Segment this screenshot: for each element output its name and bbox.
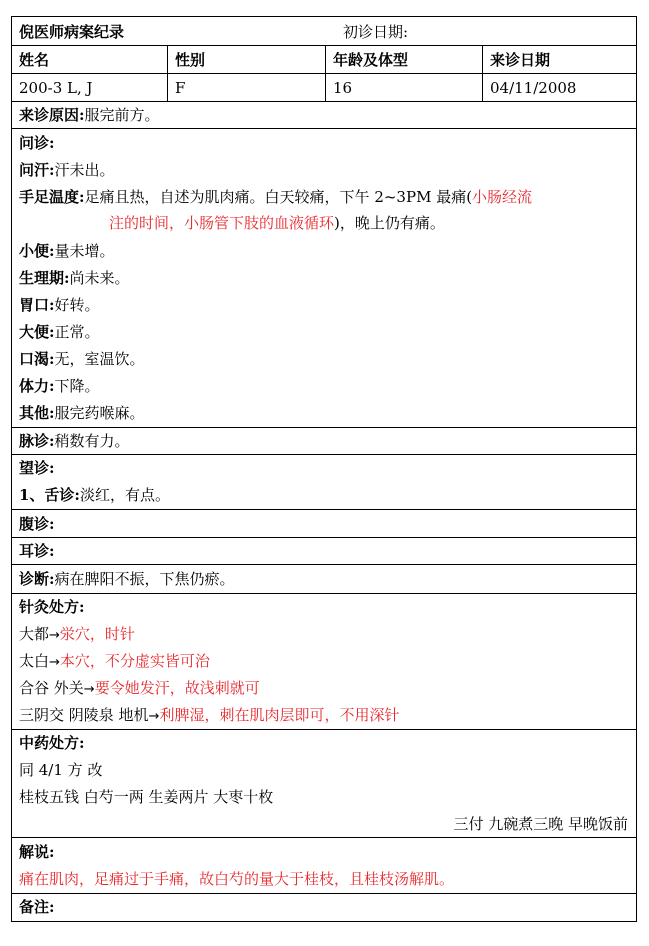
temperature-label: 手足温度: bbox=[19, 188, 85, 206]
energy-item bbox=[19, 376, 100, 396]
row-divider bbox=[12, 454, 636, 455]
patient-age: 16 bbox=[333, 79, 353, 97]
hand-foot-temperature bbox=[19, 187, 532, 207]
inquiry-label: 问诊: bbox=[19, 134, 55, 152]
thirst-value: 无，室温饮。 bbox=[54, 350, 145, 368]
temperature-text-2: )，晚上仍有痛。 bbox=[334, 214, 445, 232]
other-label: 其他: bbox=[19, 404, 55, 422]
tongue-label: 1、舌诊: bbox=[19, 486, 80, 504]
acupoints: 三阴交 阴陵泉 地机 bbox=[19, 706, 149, 724]
other-item bbox=[19, 403, 145, 423]
pulse-label: 脉诊: bbox=[19, 432, 55, 450]
acupuncture-label: 针灸处方: bbox=[19, 598, 85, 616]
urine-item bbox=[19, 241, 115, 261]
explanation-text: 痛在肌肉，足痛过于手痛，故白芍的量大于桂枝，且桂枝汤解肌。 bbox=[19, 870, 455, 888]
energy-value: 下降。 bbox=[54, 377, 100, 395]
acupuncture-item bbox=[19, 705, 399, 727]
row-divider bbox=[12, 128, 636, 129]
row-divider bbox=[12, 893, 636, 894]
menses-label: 生理期: bbox=[19, 269, 70, 287]
temperature-text-1: 足痛且热，自述为肌肉痛。白天较痛，下午 2~3PM 最痛( bbox=[84, 188, 473, 206]
row-divider bbox=[12, 837, 636, 838]
herbal-base-formula: 同 4/1 方 改 bbox=[19, 761, 103, 779]
acupoint-note: 本穴，不分虚实皆可治 bbox=[59, 652, 210, 670]
diagnosis-value: 病在脾阳不振，下焦仍瘀。 bbox=[54, 570, 235, 588]
diagnosis bbox=[19, 569, 235, 589]
temperature-red-2: 注的时间，小肠管下肢的血液循环 bbox=[109, 214, 335, 232]
row-divider bbox=[12, 427, 636, 428]
acupoint-note: 利脾湿，刺在肌肉层即可，不用深针 bbox=[159, 706, 400, 724]
other-value: 服完药喉麻。 bbox=[54, 404, 145, 422]
appetite-label: 胃口: bbox=[19, 296, 55, 314]
column-divider bbox=[167, 45, 168, 101]
row-divider bbox=[12, 45, 636, 46]
menses-value: 尚未来。 bbox=[69, 269, 130, 287]
herbal-label: 中药处方: bbox=[19, 734, 85, 752]
stool-label: 大便: bbox=[19, 323, 55, 341]
first-visit-date-label: 初诊日期: bbox=[343, 23, 409, 41]
pulse-value: 稍数有力。 bbox=[54, 432, 130, 450]
row-divider bbox=[12, 509, 636, 510]
urine-value: 量未增。 bbox=[54, 242, 115, 260]
arrow-right-icon: → bbox=[148, 709, 160, 724]
acupoints: 大都 bbox=[19, 625, 50, 643]
acupoints: 太白 bbox=[19, 652, 50, 670]
acupuncture-item bbox=[19, 678, 260, 700]
header-age-build: 年龄及体型 bbox=[333, 51, 409, 69]
page-title: 倪医师病案纪录 bbox=[19, 23, 125, 41]
sweat-value: 汗未出。 bbox=[54, 161, 115, 179]
explanation-label: 解说: bbox=[19, 843, 55, 861]
visit-reason-label: 来诊原因: bbox=[19, 106, 85, 124]
ear-label: 耳诊: bbox=[19, 542, 55, 560]
header-sex: 性别 bbox=[175, 51, 206, 69]
remarks-label: 备注: bbox=[19, 898, 55, 916]
pulse-diagnosis bbox=[19, 431, 130, 451]
column-divider bbox=[482, 45, 483, 101]
header-visit-date: 来诊日期 bbox=[490, 51, 551, 69]
header-name: 姓名 bbox=[19, 51, 50, 69]
temperature-red-1: 小肠经流 bbox=[472, 188, 533, 206]
arrow-right-icon: → bbox=[83, 682, 95, 697]
sweat-label: 问汗: bbox=[19, 161, 55, 179]
arrow-right-icon: → bbox=[49, 655, 60, 670]
stool-value: 正常。 bbox=[54, 323, 100, 341]
appetite-item bbox=[19, 295, 100, 315]
row-divider bbox=[12, 593, 636, 594]
tongue-diagnosis bbox=[19, 485, 170, 505]
row-divider bbox=[12, 537, 636, 538]
visit-date: 04/11/2008 bbox=[490, 79, 577, 97]
row-divider bbox=[12, 729, 636, 730]
sweat-item bbox=[19, 160, 115, 180]
acupoints: 合谷 外关 bbox=[19, 679, 84, 697]
row-divider bbox=[12, 564, 636, 565]
column-divider bbox=[325, 45, 326, 101]
urine-label: 小便: bbox=[19, 242, 55, 260]
row-divider bbox=[12, 101, 636, 102]
abdomen-label: 腹诊: bbox=[19, 515, 55, 533]
thirst-item bbox=[19, 349, 145, 369]
herbal-ingredients: 桂枝五钱 白芍一两 生姜两片 大枣十枚 bbox=[19, 788, 274, 806]
energy-label: 体力: bbox=[19, 377, 55, 395]
appetite-value: 好转。 bbox=[54, 296, 100, 314]
row-divider bbox=[12, 73, 636, 74]
patient-id: 200-3 L, J bbox=[19, 79, 93, 97]
stool-item bbox=[19, 322, 100, 342]
diagnosis-label: 诊断: bbox=[19, 570, 55, 588]
thirst-label: 口渴: bbox=[19, 350, 55, 368]
visit-reason-value: 服完前方。 bbox=[84, 106, 160, 124]
case-record bbox=[11, 16, 637, 922]
herbal-dosage-instructions: 三付 九碗煮三晚 早晚饭前 bbox=[453, 815, 628, 833]
hand-foot-temperature-cont bbox=[109, 213, 445, 233]
tongue-value: 淡红，有点。 bbox=[79, 486, 170, 504]
patient-sex: F bbox=[175, 79, 186, 97]
inspection-label: 望诊: bbox=[19, 459, 55, 477]
menses-item bbox=[19, 268, 130, 288]
arrow-right-icon: → bbox=[49, 628, 60, 643]
acupuncture-item bbox=[19, 651, 210, 673]
visit-reason bbox=[19, 105, 160, 125]
acupoint-note: 要令她发汗，故浅刺就可 bbox=[94, 679, 260, 697]
acupoint-note: 泶穴，时针 bbox=[59, 625, 135, 643]
acupuncture-item bbox=[19, 624, 135, 646]
